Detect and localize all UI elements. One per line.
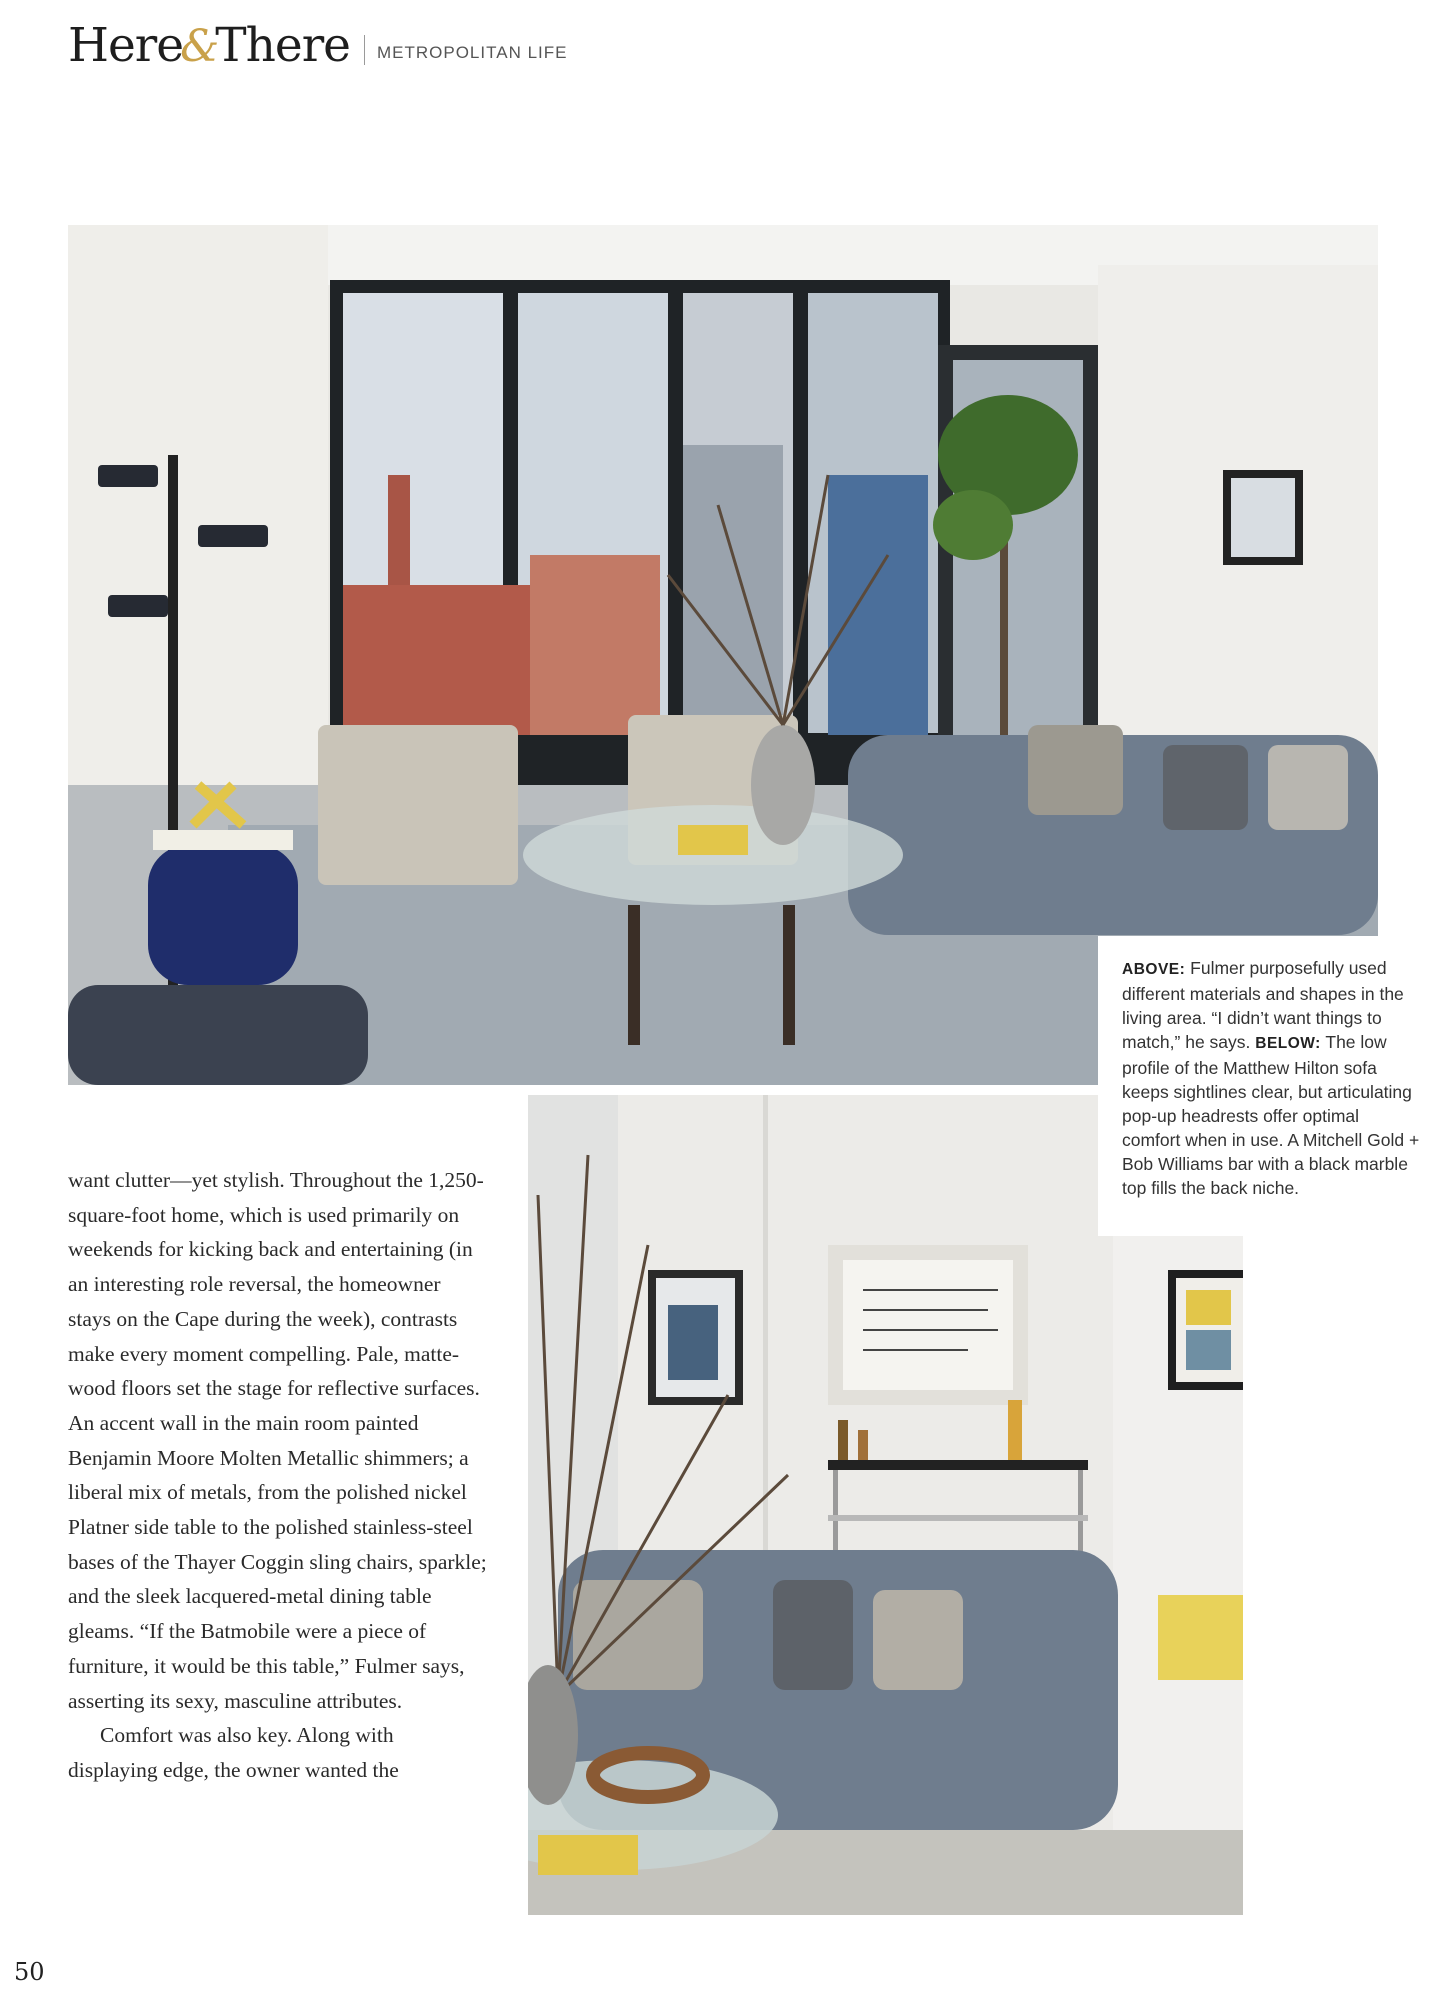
article-body [68, 1163, 488, 1788]
magazine-logo: Here&There [68, 18, 350, 73]
caption-below-text: The low profile of the Matthew Hilton sofa keeps sightlines clear, but articulating pop-up headrests offer optimal comfort when in use. A Mitchell Gold + Bob Williams bar with a black marble top fills the back niche. [1122, 1032, 1420, 1198]
photo-caption [1098, 936, 1420, 1236]
caption-below-label: BELOW: [1255, 1035, 1321, 1052]
body-paragraph: want clutter—yet stylish. Throughout the 1,250-square-foot home, which is used primarily on weekends for kicking back and entertaining (in an interesting role reversal, the homeowner stays on the Cape during the week), contrasts make every moment compelling. Pale, matte-wood floors set the stage for reflective surfaces. An accent wall in the main room painted Benjamin Moore Molten Metallic shimmers; a liberal mix of metals, from the polished nickel Platner side table to the polished stainless-steel bases of the Thayer Coggin sling chairs, sparkle; and the sleek lacquered-metal dining table gleams. “If the Batmobile were a piece of furniture, it would be this table,” Fulmer says, asserting its sexy, masculine attributes. [68, 1168, 487, 1713]
masthead-divider [364, 35, 365, 65]
masthead [68, 18, 568, 73]
caption-above-text: Fulmer purposefully used different materials and shapes in the living area. “I didn’t want things to match,” he says. [1122, 958, 1404, 1052]
caption-above-label: ABOVE: [1122, 961, 1186, 978]
page-number: 50 [14, 1958, 45, 1986]
section-title: METROPOLITAN LIFE [376, 43, 568, 62]
body-paragraph: Comfort was also key. Along with displaying edge, the owner wanted the [68, 1723, 399, 1782]
